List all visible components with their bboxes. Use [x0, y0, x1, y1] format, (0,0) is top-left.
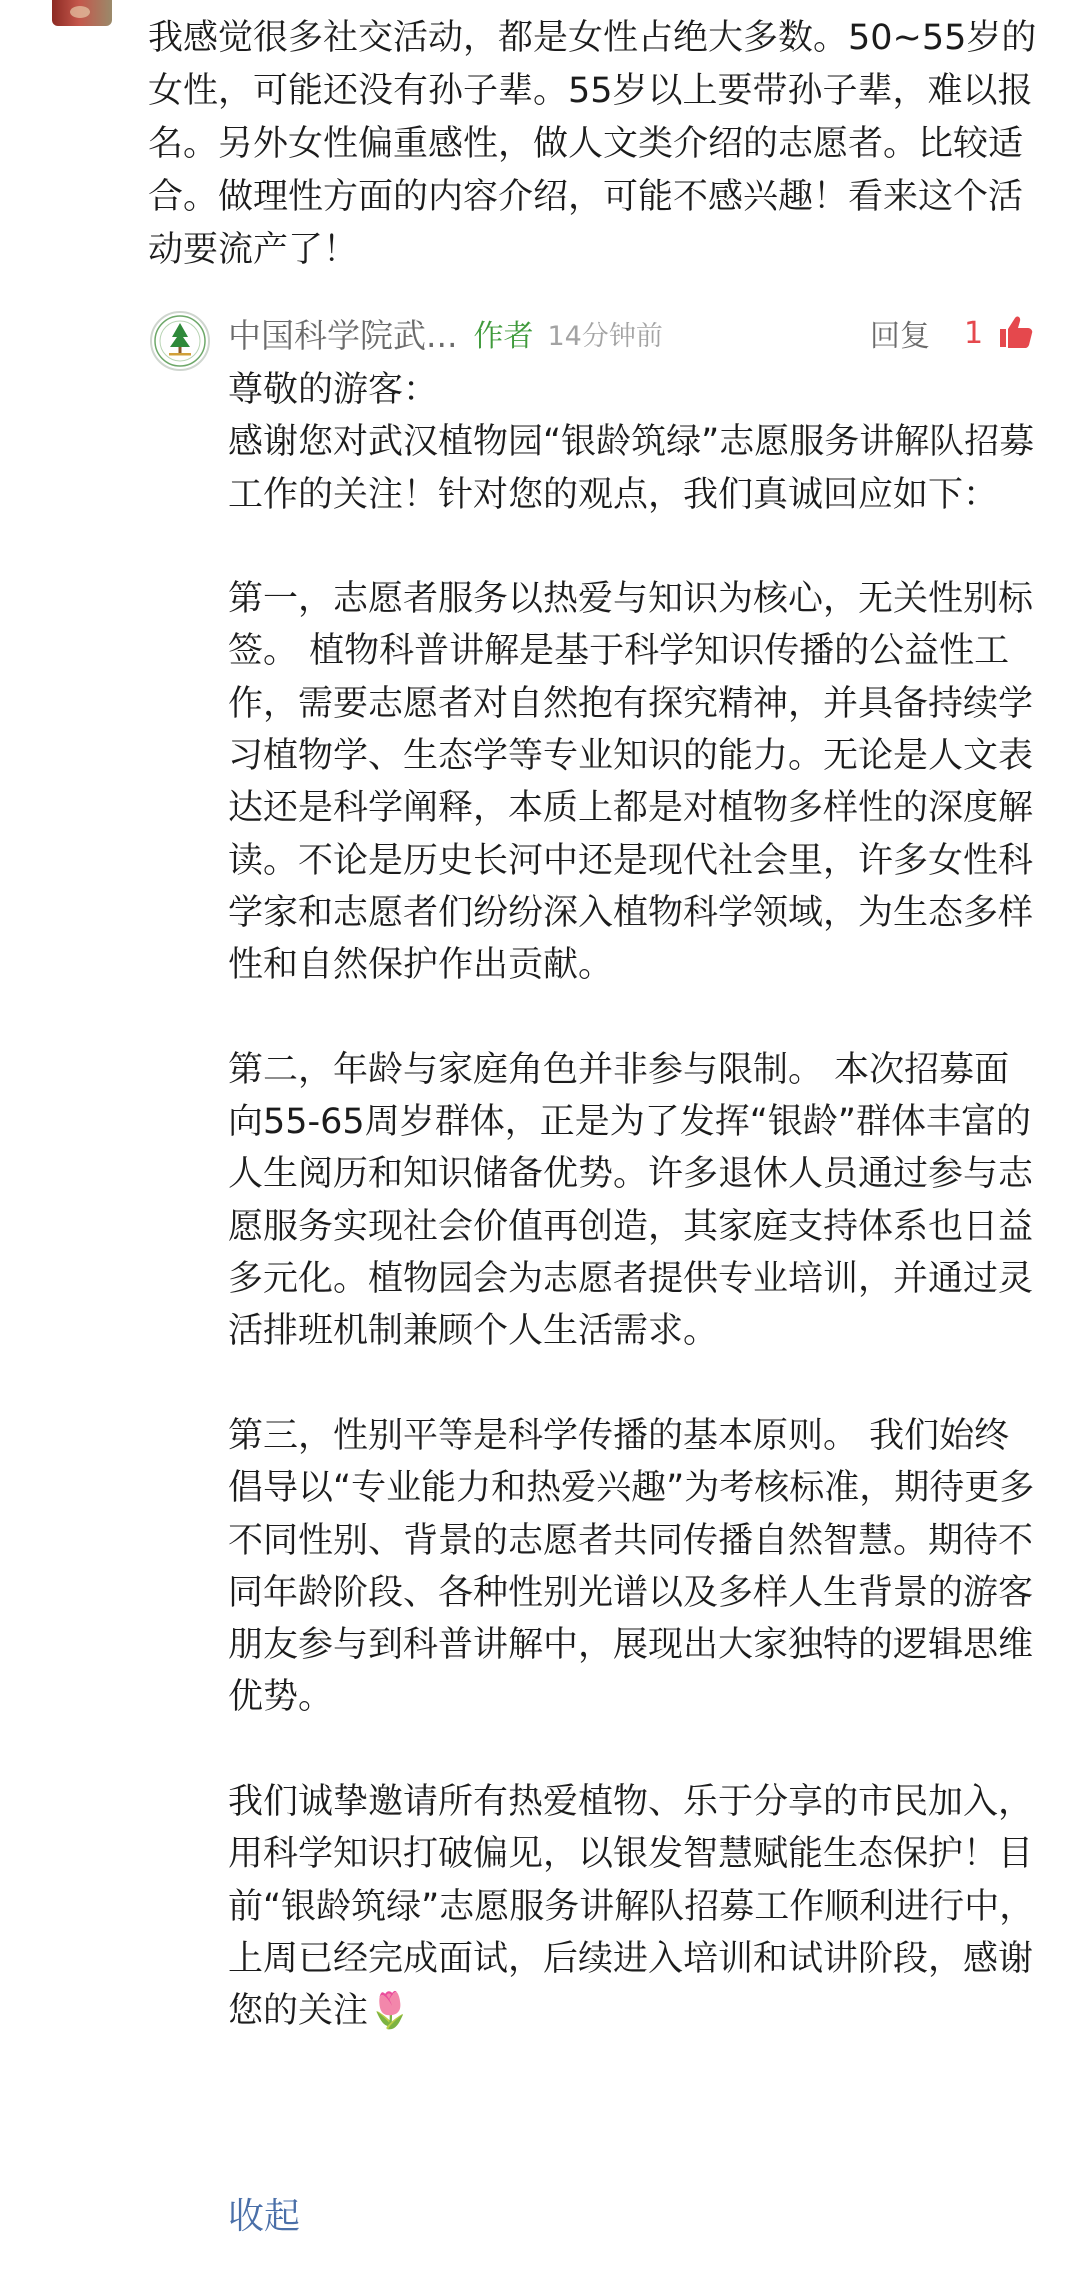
institution-logo-icon[interactable] — [150, 311, 210, 371]
timestamp: 14分钟前 — [547, 320, 663, 352]
reply-body-text: 尊敬的游客： 感谢您对武汉植物园“银龄筑绿”志愿服务讲解队招募工作的关注！针对您的观点，我们真诚回应如下： 第一，志愿者服务以热爱与知识为核心，无关性别标签。 植物科普讲解是基于科学知识传播的公益性工作，需要志愿者对自然抱有探究精神，并具备持续学习植物学、生态学等专业知识的能力。无论是人文表达还是科学阐释，本质上都是对植物多样性的深度解读。不论是历史长河中还是现代社会里，许多女性科学家和志愿者们纷纷深入植物科学领域，为生态多样性和自然保护作出贡献。 第二，年龄与家庭角色并非参与限制。 本次招募面向55-65周岁群体，正是为了发挥“银龄”群体丰富的人生阅历和知识储备优势。许多退休人员通过参与志愿服务实现社会价值再创造，其家庭支持体系也日益多元化。植物园会为志愿者提供专业培训，并通过灵活排班机制兼顾个人生活需求。 第三，性别平等是科学传播的基本原则。 我们始终倡导以“专业能力和热爱兴趣”为考核标准，期待更多不同性别、背景的志愿者共同传播自然智慧。期待不同年龄阶段、各种性别光谱以及多样人生背景的游客朋友参与到科普讲解中，展现出大家独特的逻辑思维优势。 我们诚挚邀请所有热爱植物、乐于分享的市民加入，用科学知识打破偏见，以银发智慧赋能生态保护！目前“银龄筑绿”志愿服务讲解队招募工作顺利进行中，上周已经完成面试，后续进入培训和试讲阶段，感谢您的关注🌷 — [228, 370, 1035, 2032]
previous-commenter-avatar[interactable] — [52, 0, 112, 26]
collapse-button[interactable]: 收起 — [228, 2196, 301, 2237]
like-count: 1 — [964, 315, 984, 351]
author-name[interactable]: 中国科学院武... — [228, 315, 458, 355]
thumbs-up-icon[interactable] — [998, 315, 1034, 349]
reply-button[interactable]: 回复 — [870, 319, 930, 354]
reply-header — [228, 305, 1040, 361]
previous-comment-text: 我感觉很多社交活动，都是女性占绝大多数。50~55岁的女性，可能还没有孙子辈。55岁以上要带孙子辈，难以报名。另外女性偏重感性，做人文类介绍的志愿者。比较适合。做理性方面的内容介绍，可能不感兴趣！看来这个活动要流产了！ — [148, 18, 1037, 270]
author-badge: 作者 — [473, 319, 534, 354]
